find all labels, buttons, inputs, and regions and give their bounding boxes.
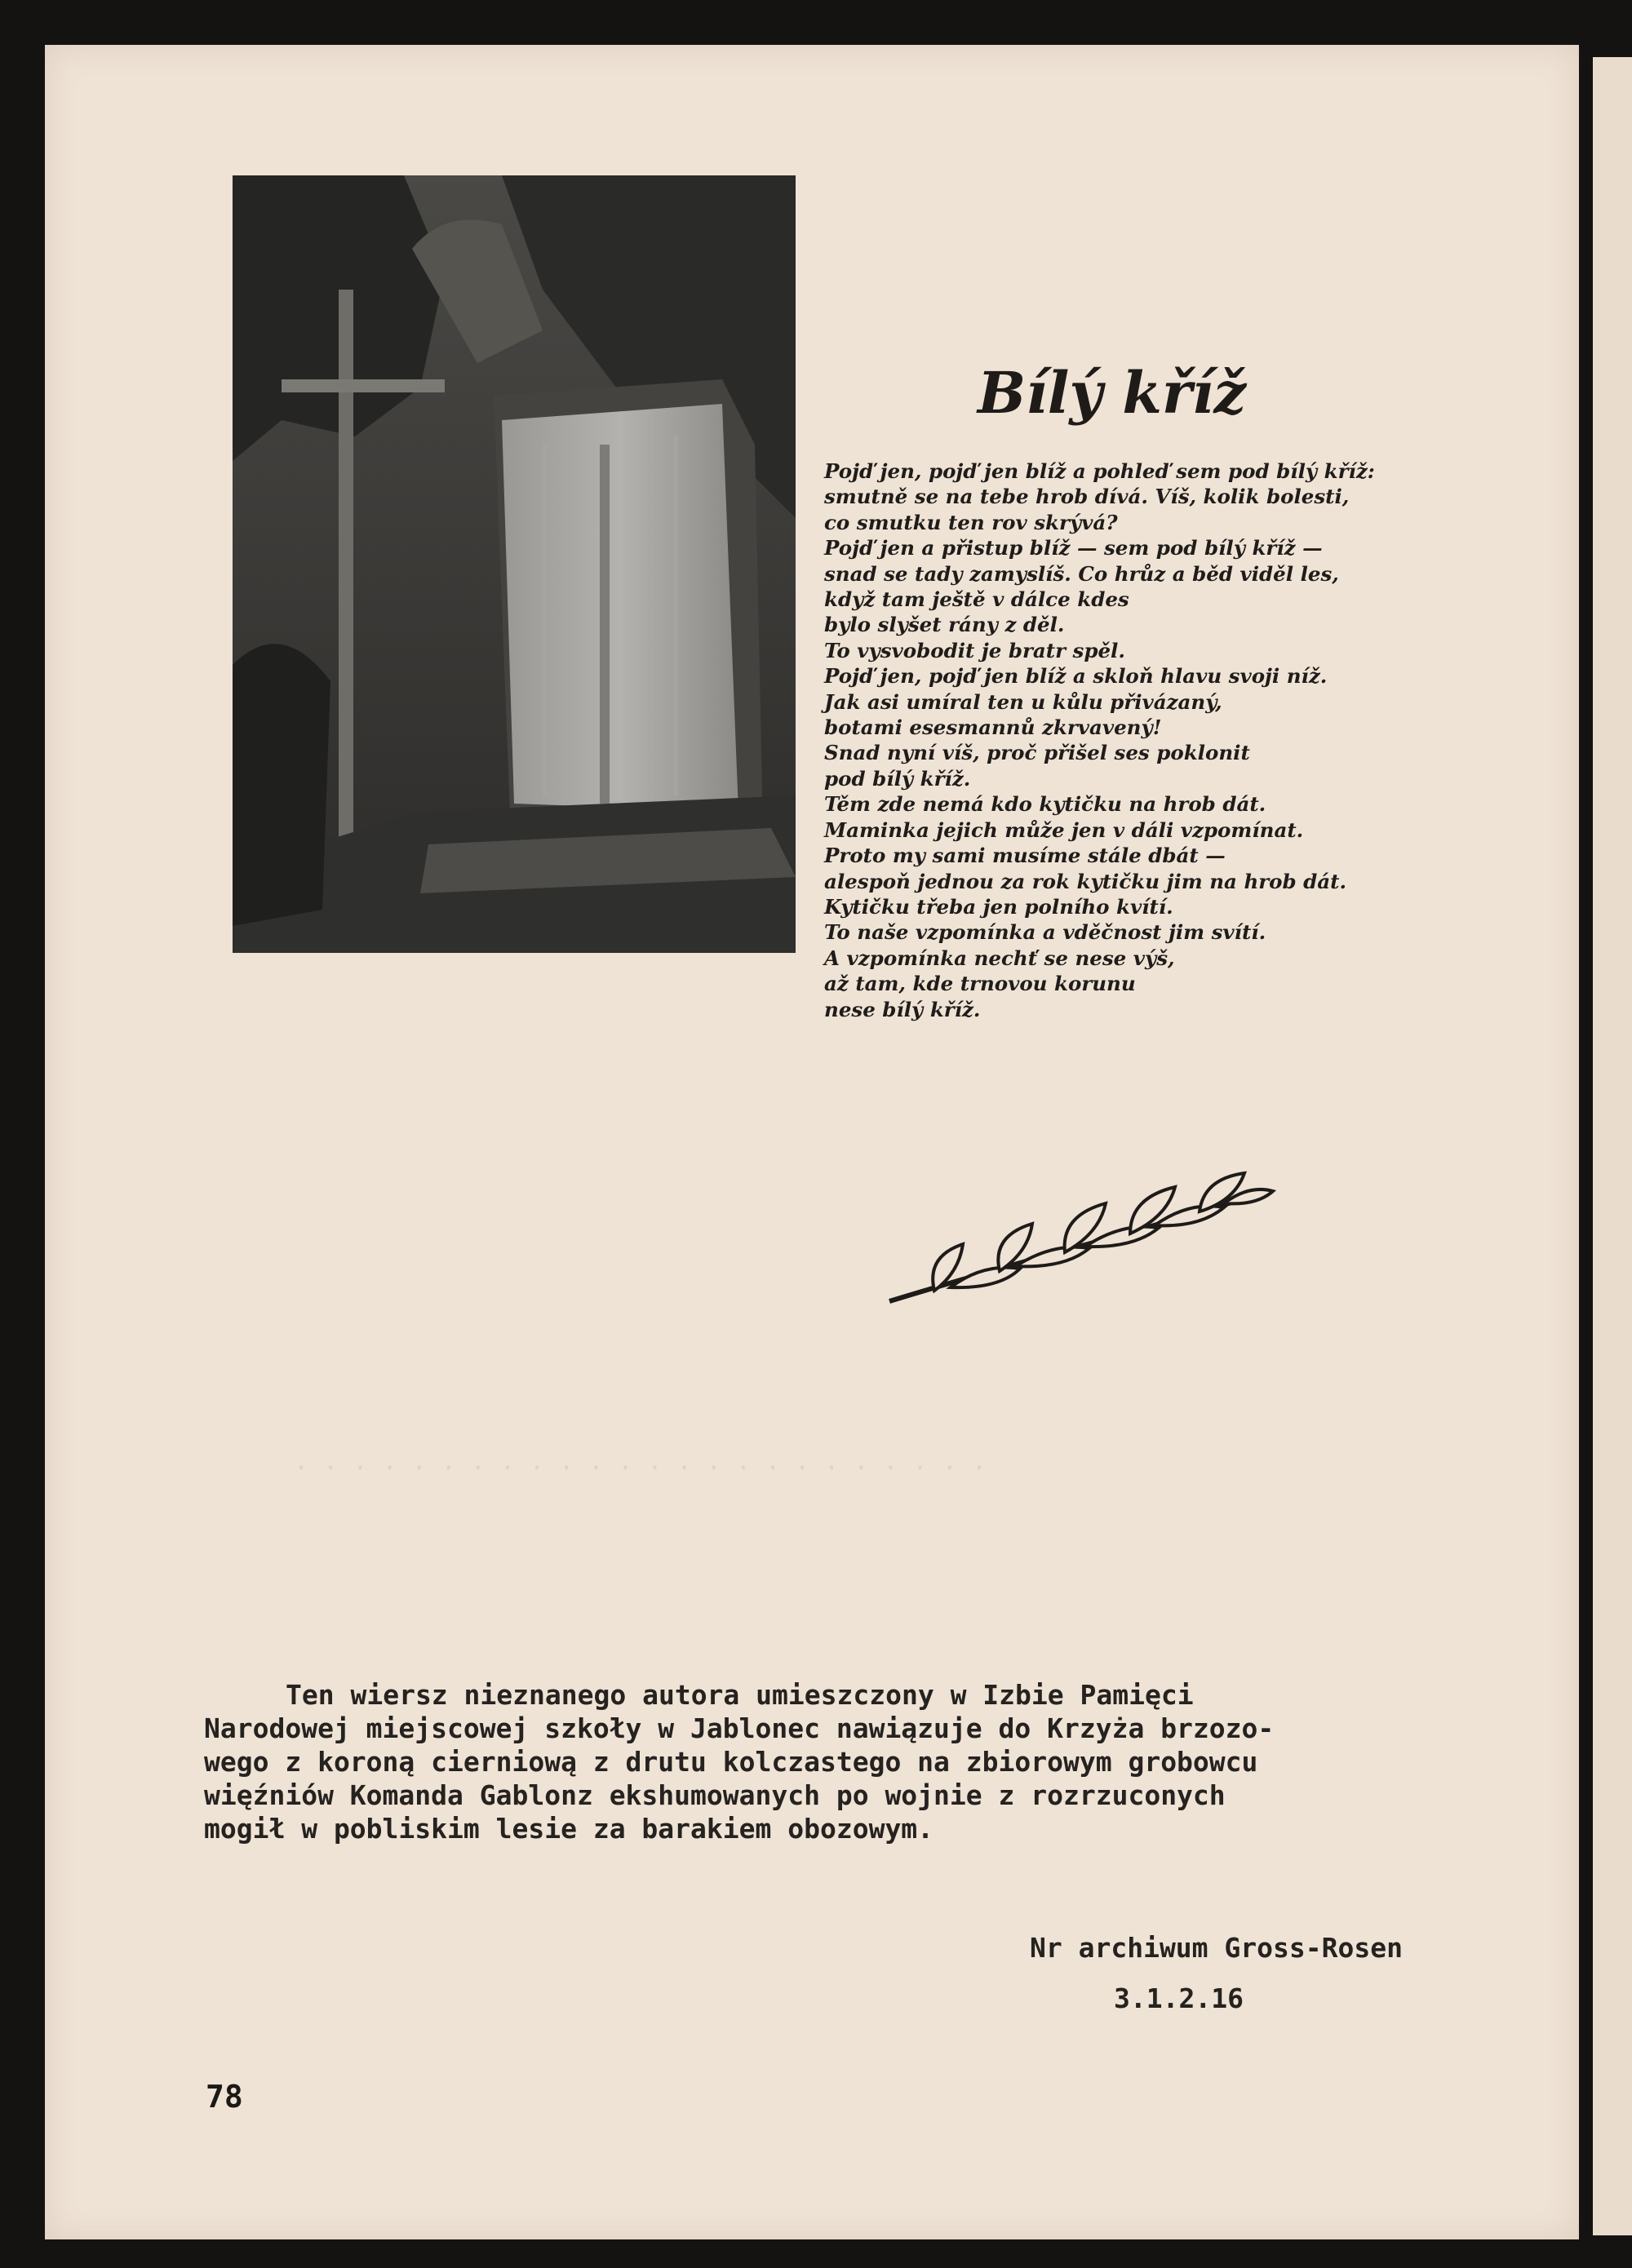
poem-line: pod bílý kříž. [824,766,971,791]
poem-line: Jak asi umíral ten u kůlu přivázaný, [824,689,1222,714]
poem-line: Maminka jejich může jen v dáli vzpomínat. [824,817,1304,842]
poem-line: To vysvobodit je bratr spěl. [824,638,1125,662]
poem-line: botami esesmannů zkrvavený! [824,715,1162,740]
poem-line: Kytičku třeba jen polního kvítí. [824,894,1173,919]
bleed-through-text: · · · · · · · · · · · · · · · · · · · · · · · · [294,1452,987,1481]
poem-line: Pojď jen a přistup blíž — sem pod bílý kříž — [824,536,1323,560]
editorial-note [204,1678,1493,1845]
note-line: mogił w pobliskim lesie za barakiem obozowym. [204,1813,934,1845]
poem-line: alespoň jednou za rok kytičku jim na hrob dát. [824,869,1347,893]
poem-line: smutně se na tebe hrob dívá. Víš, kolik bolesti, [824,485,1350,509]
memorial-cross-photo [233,175,796,953]
poem-line: Proto my sami musíme stále dbát — [824,844,1226,868]
poem-line: nese bílý kříž. [824,997,981,1021]
poem-line: To naše vzpomínka a vděčnost jim svítí. [824,920,1266,945]
poem-body [824,458,1493,1022]
archive-number: 3.1.2.16 [1114,1982,1244,2014]
poem-line: když tam ještě v dálce kdes [824,587,1129,612]
page-number: 78 [206,2079,243,2115]
poem-line: bylo slyšet rány z děl. [824,613,1065,637]
note-line: więźniów Komanda Gablonz ekshumowanych po wojnie z rozrzuconych [204,1779,1226,1811]
poem-line: Snad nyní víš, proč přišel ses poklonit [824,741,1250,765]
note-line: Narodowej miejscowej szkoły w Jablonec nawiązuje do Krzyża brzozo- [204,1712,1275,1744]
note-line: Ten wiersz nieznanego autora umieszczony w Izbie Pamięci [286,1679,1194,1711]
poem-line: snad se tady zamyslíš. Co hrůz a běd viděl les, [824,561,1339,586]
poem-line: Těm zde nemá kdo kytičku na hrob dát. [824,792,1266,817]
poem-line: Pojď jen, pojď jen blíž a pohleď sem pod bílý kříž: [824,459,1375,483]
poem-line: až tam, kde trnovou korunu [824,972,1136,996]
adjacent-page-edge [1593,57,1632,2235]
poem-line: A vzpomínka nechť se nese výš, [824,946,1175,970]
poem-line: Pojď jen, pojď jen blíž a skloň hlavu svoji níž. [824,664,1328,689]
laurel-branch-icon [885,1167,1277,1305]
poem-title: Bílý kříž [978,359,1247,427]
archive-label: Nr archiwum Gross-Rosen [1030,1932,1403,1964]
note-line: wego z koroną cierniową z drutu kolczastego na zbiorowym grobowcu [204,1746,1258,1778]
poem-line: co smutku ten rov skrývá? [824,510,1118,534]
